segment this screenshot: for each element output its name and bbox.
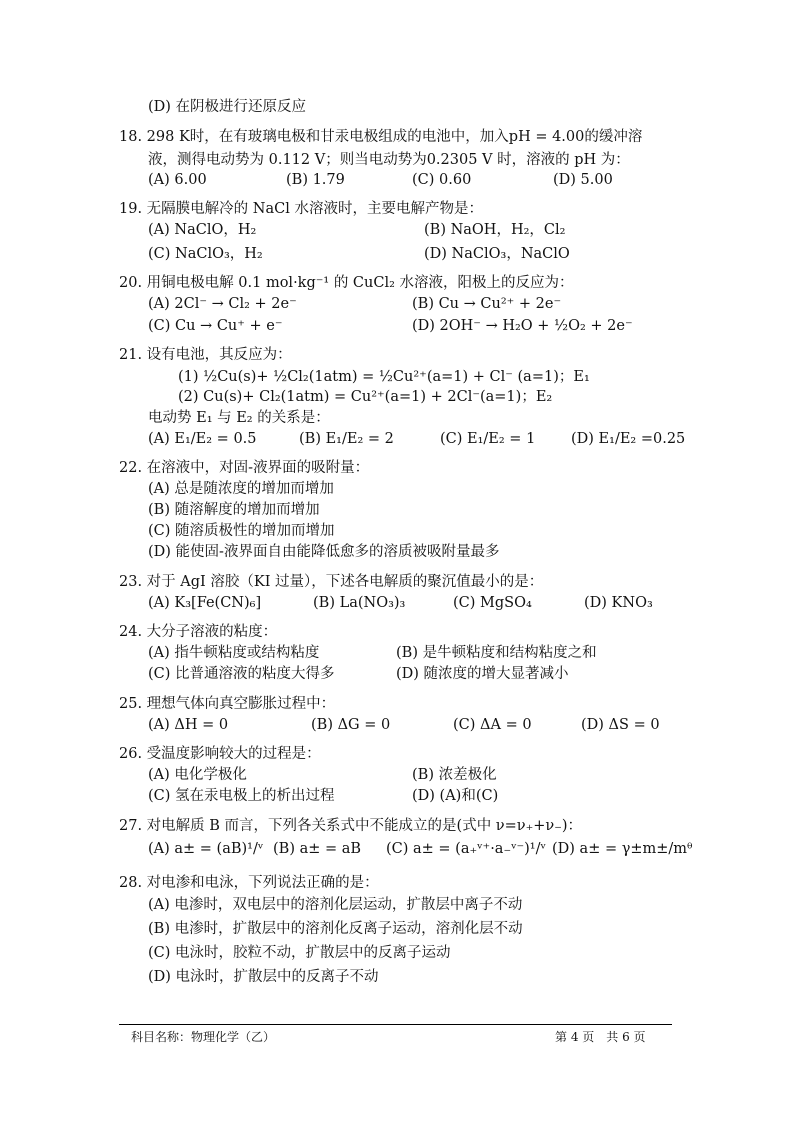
q24-option-d: (D) 随浓度的增大显著减小 [396,666,569,682]
footer-divider [119,1024,672,1025]
footer-page-number: 第 4 页 共 6 页 [555,1030,646,1044]
q26-option-b: (B) 浓差极化 [412,767,497,783]
q28-stem: 28. 对电渗和电泳，下列说法正确的是： [119,875,379,891]
q19-option-c: (C) NaClO₃，H₂ [148,246,263,262]
q19-stem: 19. 无隔膜电解冷的 NaCl 水溶液时，主要电解产物是： [119,201,483,217]
q20-stem: 20. 用铜电极电解 0.1 mol·kg⁻¹ 的 CuCl₂ 水溶液，阳极上的反应为： [119,275,574,291]
q28-option-d: (D) 电泳时，扩散层中的反离子不动 [148,969,379,985]
q22-option-a: (A) 总是随浓度的增加而增加 [148,481,334,497]
q21-reaction-2: (2) Cu(s)+ Cl₂(1atm) = Cu²⁺(a=1) + 2Cl⁻(a=1)；E₂ [178,389,553,405]
q21-option-d: (D) E₁/E₂ =0.25 [571,431,686,447]
q28-option-c: (C) 电泳时，胶粒不动，扩散层中的反离子运动 [148,945,451,961]
footer-subject: 科目名称：物理化学（乙） [131,1030,276,1044]
q21-question: 电动势 E₁ 与 E₂ 的关系是： [148,410,330,426]
q23-stem: 23. 对于 AgI 溶胶（KI 过量），下述各电解质的聚沉值最小的是： [119,574,544,590]
q20-option-d: (D) 2OH⁻ → H₂O + ½O₂ + 2e⁻ [412,318,633,334]
q27-option-c: (C) a± = (a₊ᵛ⁺·a₋ᵛ⁻)¹/ᵛ [386,841,546,857]
q27-option-d: (D) a± = γ±m±/mᶿ [552,841,693,857]
q20-option-b: (B) Cu → Cu²⁺ + 2e⁻ [412,296,562,312]
q23-option-b: (B) La(NO₃)₃ [313,595,406,611]
q27-stem: 27. 对电解质 B 而言，下列各关系式中不能成立的是(式中 ν=ν₊+ν₋)： [119,818,583,834]
q17-option-d: (D) 在阴极进行还原反应 [148,99,307,115]
q20-option-c: (C) Cu → Cu⁺ + e⁻ [148,318,283,334]
q21-option-b: (B) E₁/E₂ = 2 [299,431,394,447]
q21-option-c: (C) E₁/E₂ = 1 [440,431,536,447]
q25-stem: 25. 理想气体向真空膨胀过程中： [119,696,336,712]
q18-stem-line2: 液，测得电动势为 0.112 V；则当电动势为0.2305 V 时，溶液的 pH 为： [148,152,630,168]
q18-stem-line1: 18. 298 K时，在有玻璃电极和甘汞电极组成的电池中，加入pH = 4.00的缓冲溶 [119,129,643,145]
q25-option-a: (A) ΔH = 0 [148,717,229,733]
q26-option-c: (C) 氢在汞电极上的析出过程 [148,788,335,804]
q24-stem: 24. 大分子溶液的粘度： [119,624,278,640]
q18-option-b: (B) 1.79 [286,172,345,188]
q24-option-c: (C) 比普通溶液的粘度大得多 [148,666,335,682]
q24-option-a: (A) 指牛顿粘度或结构粘度 [148,645,320,661]
q18-option-d: (D) 5.00 [553,172,613,188]
q24-option-b: (B) 是牛顿粘度和结构粘度之和 [396,645,597,661]
q21-reaction-1: (1) ½Cu(s)+ ½Cl₂(1atm) = ½Cu²⁺(a=1) + Cl⁻ (a=1)；E₁ [178,369,590,385]
q25-option-b: (B) ΔG = 0 [311,717,391,733]
q22-stem: 22. 在溶液中，对固-液界面的吸附量： [119,460,370,476]
q28-option-b: (B) 电渗时，扩散层中的溶剂化反离子运动，溶剂化层不动 [148,921,523,937]
q22-option-c: (C) 随溶质极性的增加而增加 [148,523,335,539]
q28-option-a: (A) 电渗时，双电层中的溶剂化层运动，扩散层中离子不动 [148,897,523,913]
q18-option-c: (C) 0.60 [412,172,472,188]
q23-option-a: (A) K₃[Fe(CN)₆] [148,595,262,611]
q26-option-a: (A) 电化学极化 [148,767,247,783]
q22-option-b: (B) 随溶解度的增加而增加 [148,502,320,518]
q23-option-d: (D) KNO₃ [584,595,653,611]
q27-option-a: (A) a± = (aB)¹/ᵛ [148,841,264,857]
q23-option-c: (C) MgSO₄ [453,595,532,611]
q22-option-d: (D) 能使固-液界面自由能降低愈多的溶质被吸附量最多 [148,544,500,560]
q18-option-a: (A) 6.00 [148,172,207,188]
q26-stem: 26. 受温度影响较大的过程是： [119,746,321,762]
q19-option-d: (D) NaClO₃，NaClO [424,246,570,262]
q21-stem: 21. 设有电池，其反应为： [119,347,292,363]
q25-option-c: (C) ΔA = 0 [453,717,532,733]
q26-option-d: (D) (A)和(C) [412,788,499,804]
q19-option-a: (A) NaClO，H₂ [148,222,257,238]
q19-option-b: (B) NaOH，H₂，Cl₂ [424,222,566,238]
q27-option-b: (B) a± = aB [273,841,362,857]
q21-option-a: (A) E₁/E₂ = 0.5 [148,431,257,447]
q20-option-a: (A) 2Cl⁻ → Cl₂ + 2e⁻ [148,296,297,312]
q25-option-d: (D) ΔS = 0 [581,717,660,733]
